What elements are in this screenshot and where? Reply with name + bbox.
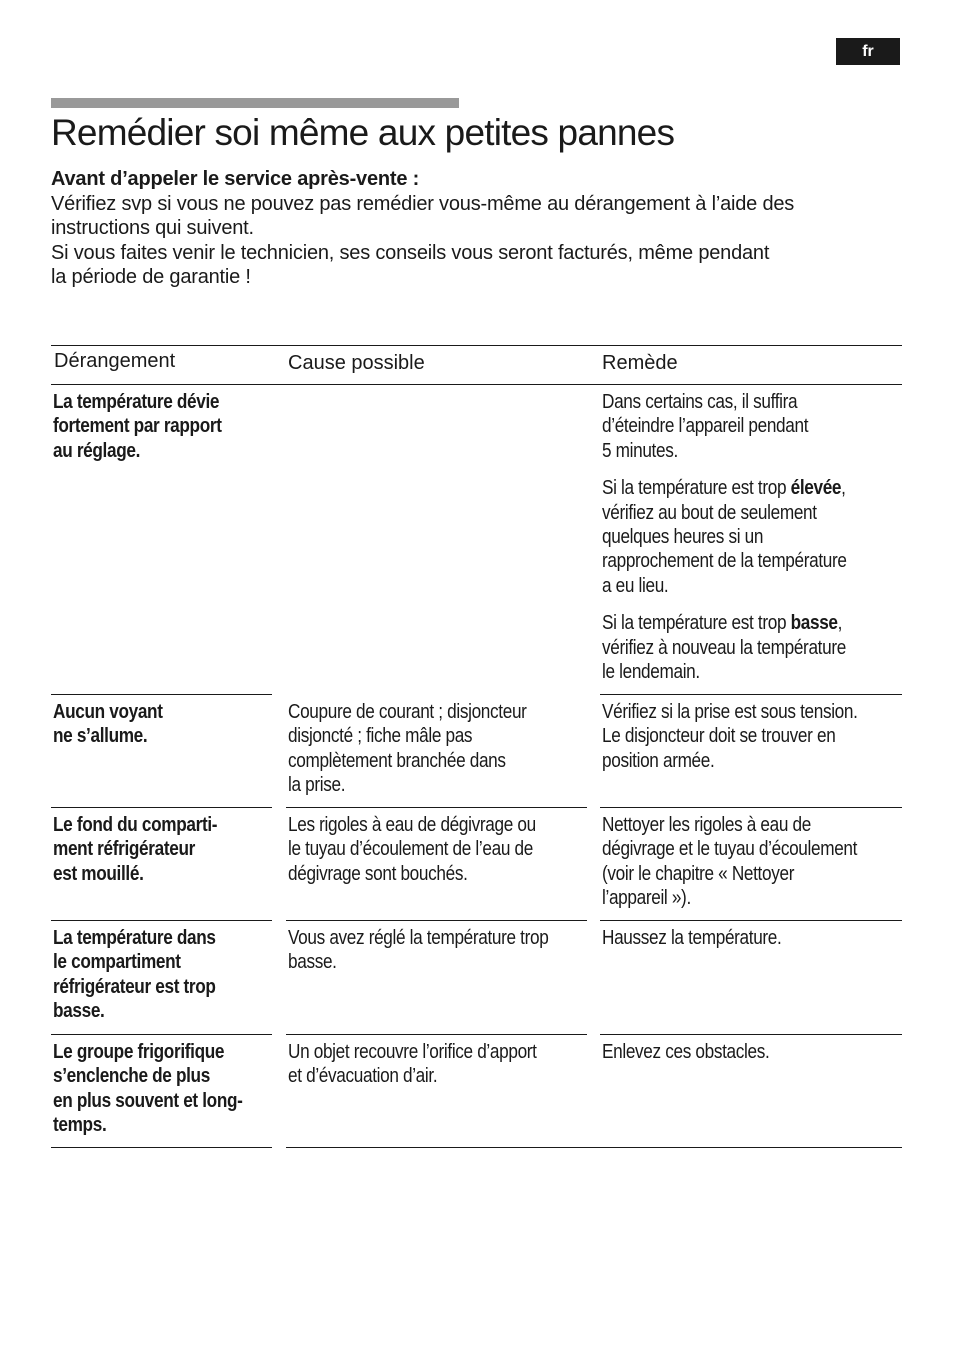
remedy-line: Dans certains cas, il suffira <box>602 391 798 413</box>
cause-line: basse. <box>288 951 337 974</box>
remedy-line: Haussez la température. <box>602 927 782 949</box>
table-row <box>51 385 902 695</box>
emphasis-low: basse <box>790 612 838 635</box>
remedy-line: le lendemain. <box>602 661 700 684</box>
intro-heading: Avant d’appeler le service après-vente : <box>51 168 420 190</box>
column-header-problem: Dérangement <box>54 350 176 372</box>
problem-line: temps. <box>53 1114 107 1137</box>
problem-cell <box>51 385 272 695</box>
remedy-line: 5 minutes. <box>602 439 678 462</box>
cause-line: Vous avez réglé la température trop <box>288 927 549 949</box>
problem-cell <box>51 808 272 921</box>
table-header <box>51 345 902 385</box>
problem-line: Le groupe frigorifique <box>53 1041 225 1063</box>
problem-cell <box>51 1035 272 1148</box>
table-row <box>51 1035 902 1148</box>
table-row <box>51 695 902 808</box>
cause-line: Les rigoles à eau de dégivrage ou <box>288 814 536 836</box>
problem-line: basse. <box>53 1000 105 1023</box>
troubleshooting-table <box>51 345 902 1148</box>
problem-line: le compartiment <box>53 951 181 974</box>
title-accent-bar <box>51 98 459 108</box>
remedy-text: Si la température est trop <box>602 477 791 500</box>
cause-line: Un objet recouvre l’orifice d’apport <box>288 1041 537 1063</box>
cause-cell <box>286 695 587 808</box>
emphasis-high: élevée <box>790 477 842 500</box>
language-badge: fr <box>836 38 900 65</box>
remedy-line: d’éteindre l’appareil pendant <box>602 415 809 438</box>
remedy-cell <box>600 1035 902 1148</box>
problem-line: Le fond du comparti- <box>53 814 218 836</box>
problem-line: La température dans <box>53 927 216 949</box>
cause-line: disjoncté ; fiche mâle pas <box>288 725 473 748</box>
remedy-line: quelques heures si un <box>602 526 764 549</box>
remedy-line: dégivrage et le tuyau d’écoulement <box>602 838 858 861</box>
remedy-cell <box>600 808 902 921</box>
table-row <box>51 921 902 1035</box>
problem-line: s’enclenche de plus <box>53 1065 210 1088</box>
column-header-remedy: Remède <box>602 352 678 374</box>
intro-section <box>51 167 901 290</box>
remedy-line: vérifiez au bout de seulement <box>602 501 817 524</box>
problem-line: est mouillé. <box>53 862 144 885</box>
remedy-line: Vérifiez si la prise est sous tension. <box>602 701 858 723</box>
intro-line: Si vous faites venir le technicien, ses conseils vous seront facturés, même pendant <box>51 241 770 264</box>
remedy-line: Enlevez ces obstacles. <box>602 1041 770 1063</box>
remedy-line: Le disjoncteur doit se trouver en <box>602 725 836 748</box>
intro-line: Vérifiez svp si vous ne pouvez pas remédier vous-même au dérangement à l’aide des <box>51 192 795 215</box>
remedy-text: , <box>837 612 843 635</box>
remedy-line: (voir le chapitre « Nettoyer <box>602 862 795 885</box>
problem-cell <box>51 921 272 1035</box>
intro-line: instructions qui suivent. <box>51 217 254 239</box>
cause-cell <box>286 1035 601 1148</box>
page-title: Remédier soi même aux petites pannes <box>51 112 675 153</box>
remedy-line: rapprochement de la température <box>602 550 847 573</box>
problem-line: La température dévie <box>53 391 220 413</box>
remedy-line: a eu lieu. <box>602 574 669 597</box>
cause-cell <box>286 385 587 695</box>
intro-line: la période de garantie ! <box>51 266 251 288</box>
remedy-line: Nettoyer les rigoles à eau de <box>602 814 811 836</box>
cause-line: et d’évacuation d’air. <box>288 1065 438 1088</box>
remedy-cell <box>600 695 902 808</box>
problem-cell <box>51 695 272 808</box>
remedy-line: vérifiez à nouveau la température <box>602 636 846 659</box>
remedy-text: , <box>841 477 846 500</box>
cause-line: le tuyau d’écoulement de l’eau de <box>288 838 533 861</box>
cause-cell <box>286 808 587 921</box>
remedy-paragraph <box>602 611 860 684</box>
problem-line: réfrigérateur est trop <box>53 975 216 998</box>
cause-line: complètement branchée dans <box>288 749 506 772</box>
remedy-paragraph <box>602 476 860 598</box>
cause-line: la prise. <box>288 774 346 797</box>
remedy-cell <box>600 385 902 695</box>
problem-line: en plus souvent et long- <box>53 1089 243 1112</box>
remedy-line: position armée. <box>602 749 715 772</box>
cause-line: Coupure de courant ; disjoncteur <box>288 701 527 723</box>
problem-line: au réglage. <box>53 439 141 462</box>
problem-line: ment réfrigérateur <box>53 838 195 861</box>
cause-cell <box>286 921 587 1035</box>
remedy-line: l’appareil »). <box>602 887 691 910</box>
remedy-paragraph <box>602 390 860 463</box>
remedy-cell <box>600 921 902 1035</box>
problem-line: ne s’allume. <box>53 725 148 748</box>
problem-line: fortement par rapport <box>53 415 222 438</box>
table-row <box>51 808 902 921</box>
problem-line: Aucun voyant <box>53 701 163 723</box>
cause-line: dégivrage sont bouchés. <box>288 862 468 885</box>
remedy-text: Si la température est trop <box>602 612 791 635</box>
column-header-cause: Cause possible <box>288 352 425 374</box>
